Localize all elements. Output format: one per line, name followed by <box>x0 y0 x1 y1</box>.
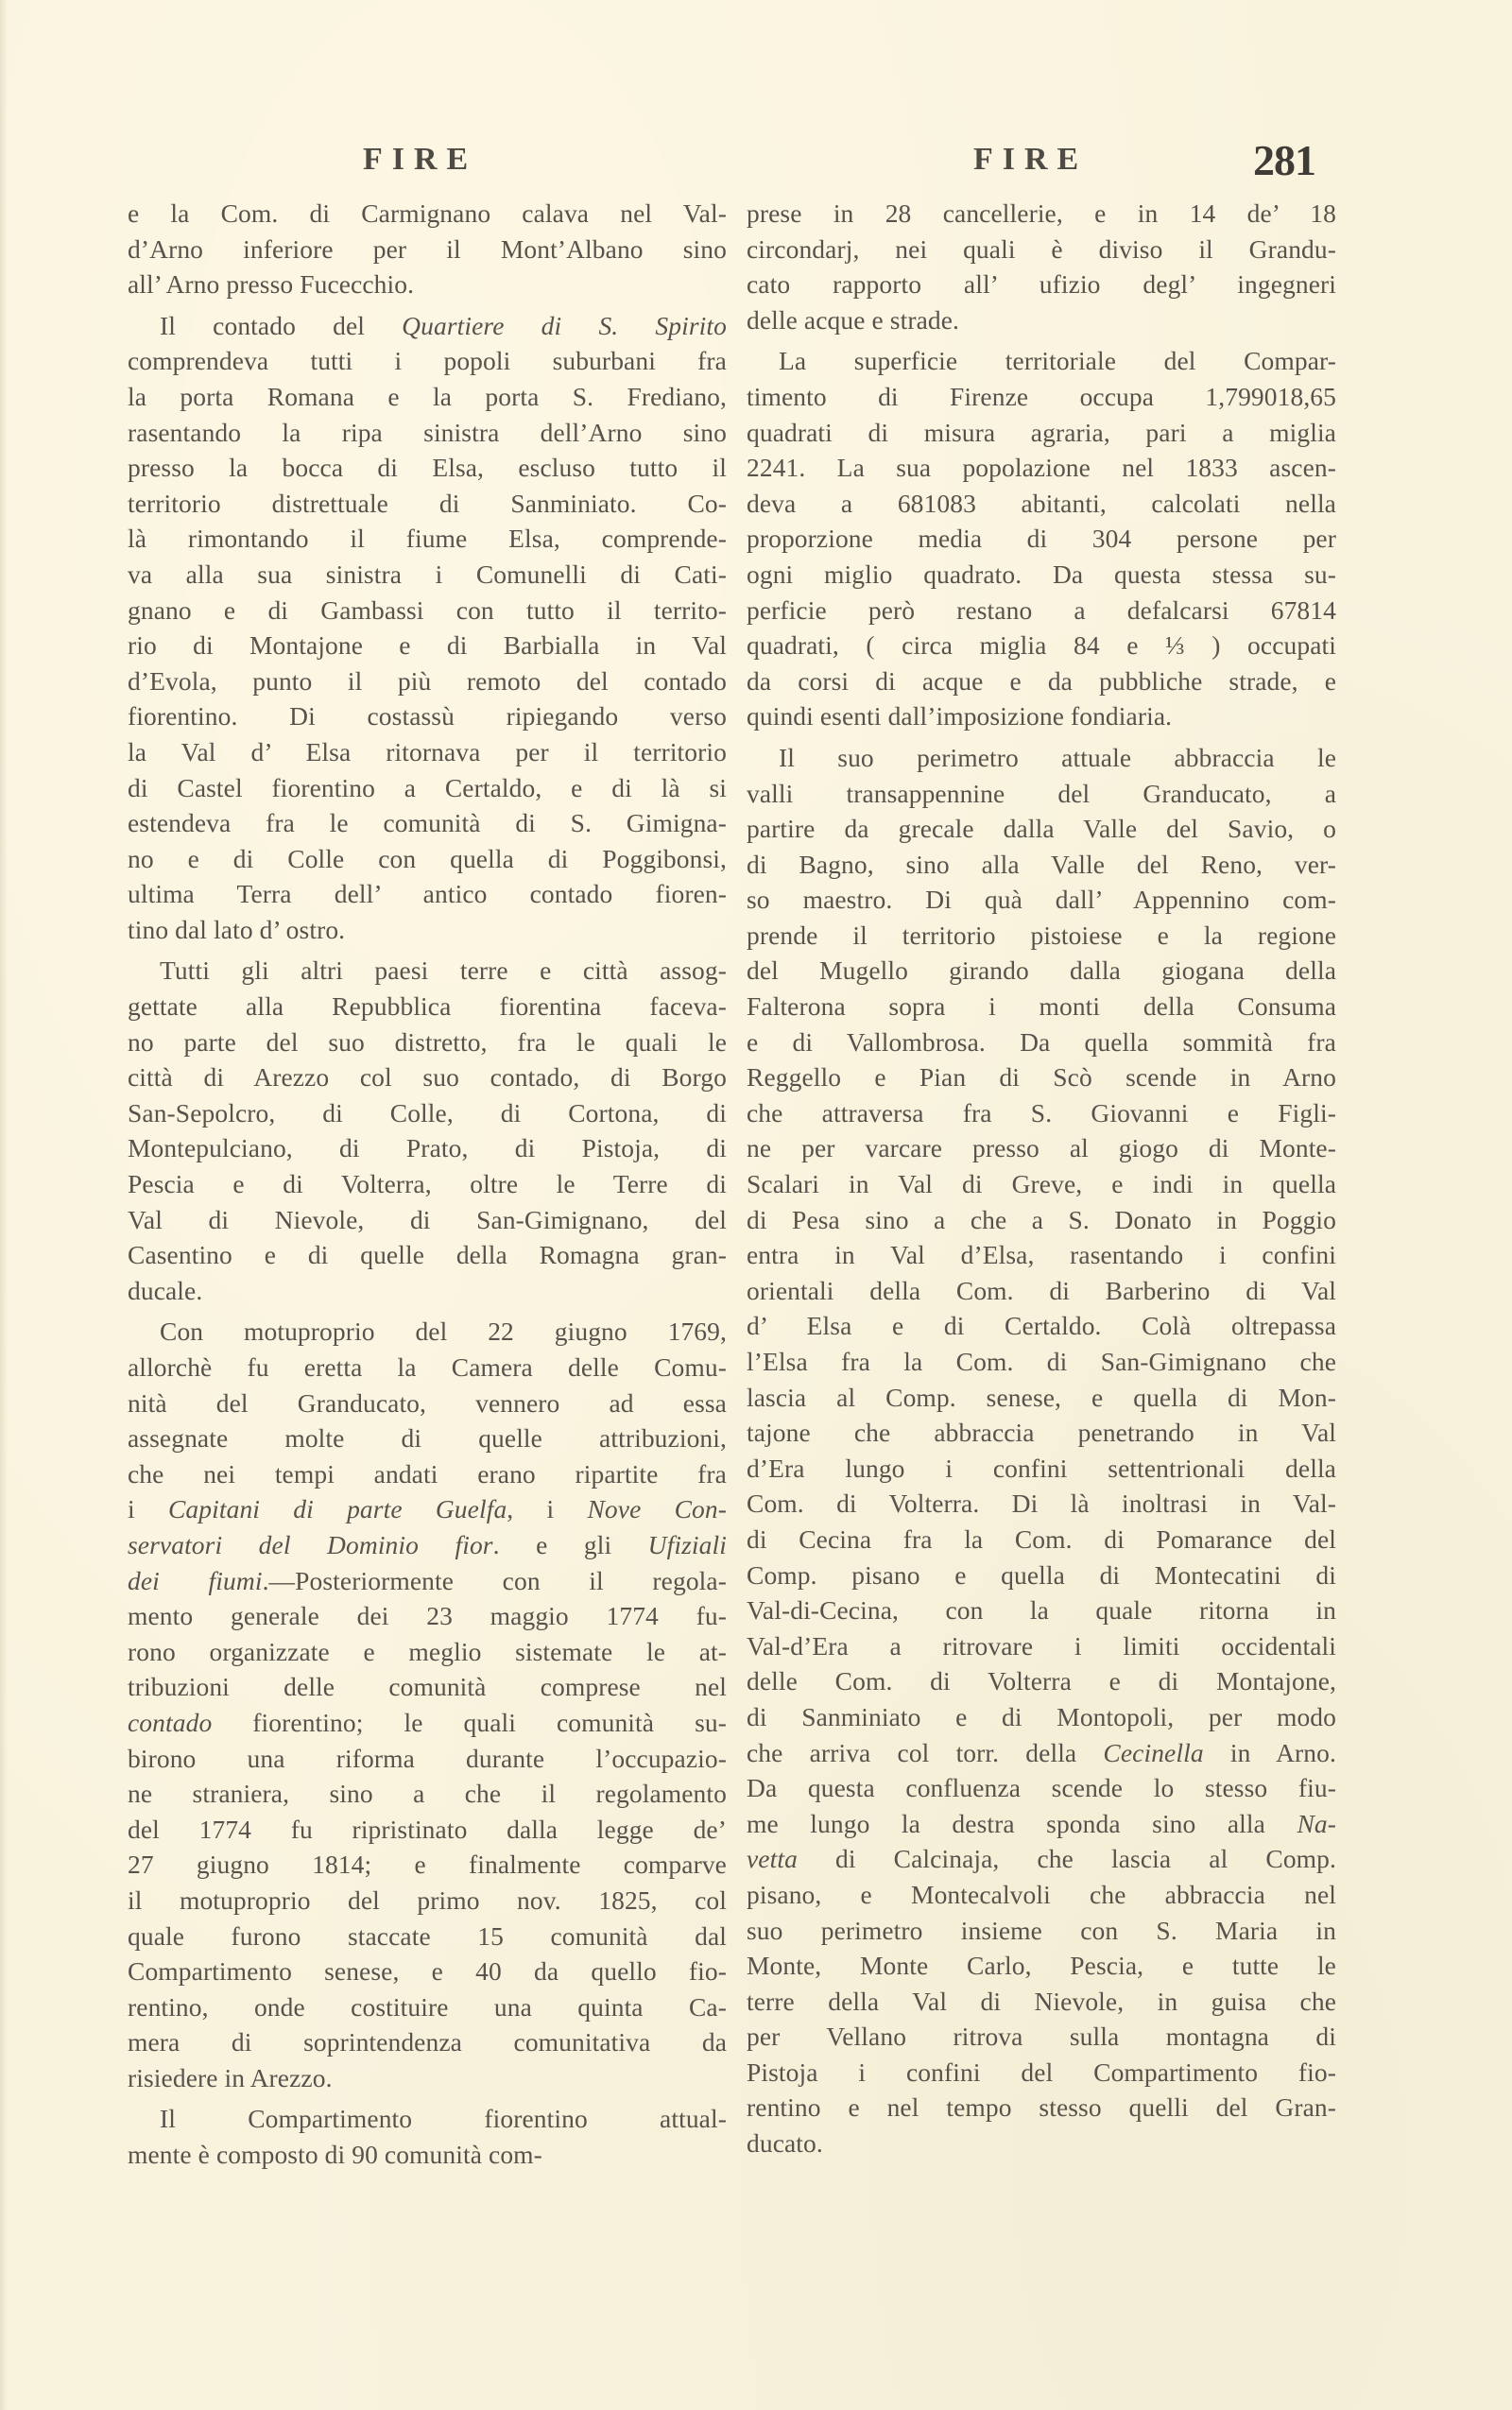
line-text: all’ Arno presso Fucecchio. <box>128 269 415 300</box>
text-line <box>747 1166 1336 1202</box>
text-line <box>747 776 1336 812</box>
line-text: rasentando la ripa sinistra dell’Arno sino <box>128 417 727 447</box>
line-text: per Vellano ritrova sulla montagna di <box>747 2022 1336 2052</box>
text-line <box>747 2019 1336 2055</box>
text-line <box>128 1741 727 1777</box>
text-line <box>128 1024 727 1060</box>
text-line <box>747 2126 1336 2161</box>
text-line <box>128 770 727 806</box>
line-text: di Castel fiorentino a Certaldo, e di là si <box>128 772 727 802</box>
line-text: gnano e di Gambassi con tutto il territo- <box>128 594 727 625</box>
italic-term: servatori del Dominio fior <box>128 1529 493 1559</box>
line-text: cato rapporto all’ ufizio degl’ ingegneri <box>747 269 1336 300</box>
line-text: assegnate molte di quelle attribuzioni, <box>128 1423 727 1454</box>
text-line <box>128 876 727 912</box>
line-text: delle Com. di Volterra e di Montajone, <box>747 1666 1336 1696</box>
text-line <box>128 1847 727 1883</box>
line-text: Val-di-Cecina, con la quale ritorna in <box>747 1595 1336 1626</box>
text-line <box>128 557 727 593</box>
line-text: d’ Elsa e di Certaldo. Colà oltrepassa <box>747 1311 1336 1341</box>
text-line <box>747 1877 1336 1913</box>
line-text: 2241. La sua popolazione nel 1833 ascen- <box>747 453 1336 483</box>
text-line <box>128 1705 727 1741</box>
line-text: circondarj, nei quali è diviso il Grandu- <box>747 233 1336 264</box>
line-text: no parte del suo distretto, fra le quali le <box>128 1026 727 1057</box>
line-text: e di Vallombrosa. Da quella sommità fra <box>747 1026 1336 1057</box>
text-line <box>128 1202 727 1238</box>
line-text: il motuproprio del primo nov. 1825, col <box>128 1885 727 1915</box>
line-text: San-Sepolcro, di Colle, di Cortona, di <box>128 1097 727 1128</box>
line-text: Comp. pisano e quella di Montecatini di <box>747 1559 1336 1590</box>
text-line <box>747 450 1336 486</box>
text-line <box>128 1237 727 1273</box>
text-line <box>128 1812 727 1848</box>
line-text: Falterona sopra i monti della Consuma <box>747 991 1336 1022</box>
text-line <box>128 2101 727 2137</box>
text-line <box>128 1919 727 1954</box>
text-line <box>747 1380 1336 1416</box>
line-text: Val-d’Era a ritrovare i limiti occidentali <box>747 1630 1336 1661</box>
line-text: d’Arno inferiore per il Mont’Albano sino <box>128 233 727 264</box>
line-text: Con motuproprio del 22 giugno 1769, <box>160 1317 727 1347</box>
line-text: prese in 28 cancellerie, e in 14 de’ 18 <box>747 198 1336 228</box>
line-text: Monte, Monte Carlo, Pescia, e tutte le <box>747 1951 1336 1981</box>
text-line <box>747 847 1336 883</box>
line-text: là rimontando il fiume Elsa, comprende- <box>128 524 727 554</box>
line-text: me lungo la destra sponda sino alla <box>747 1808 1297 1838</box>
line-text: comprendeva tutti i popoli suburbani fra <box>128 346 727 376</box>
line-text: deva a 681083 abitanti, calcolati nella <box>747 488 1336 518</box>
text-line <box>747 1663 1336 1699</box>
text-line <box>747 593 1336 628</box>
line-text: quadrati, ( circa miglia 84 e ⅓ ) occupati <box>747 630 1336 661</box>
line-text: di Pesa sino a che a S. Donato in Poggio <box>747 1204 1336 1234</box>
text-line <box>747 1059 1336 1095</box>
line-text: i <box>128 1494 168 1524</box>
line-text: so maestro. Di quà dall’ Appennino com- <box>747 885 1336 915</box>
text-line <box>747 379 1336 415</box>
line-text: quadrati di misura agraria, pari a miglia <box>747 417 1336 447</box>
line-text: ducale. <box>128 1275 203 1305</box>
text-line <box>128 1166 727 1202</box>
line-text: Pistoja i confini del Compartimento fio- <box>747 2057 1336 2087</box>
line-text: , i <box>507 1494 588 1524</box>
line-text: di Calcinaja, che lascia al Comp. <box>797 1844 1336 1874</box>
line-text: ne straniera, sino a che il regolamento <box>128 1779 727 1809</box>
text-line <box>747 1237 1336 1273</box>
text-line <box>747 1130 1336 1166</box>
line-text: perficie però restano a defalcarsi 67814 <box>747 594 1336 625</box>
text-line <box>128 841 727 877</box>
text-line <box>128 450 727 486</box>
line-text: timento di Firenze occupa 1,799018,65 <box>747 381 1336 411</box>
text-line <box>747 1558 1336 1593</box>
line-text: entra in Val d’Elsa, rasentando i confini <box>747 1240 1336 1270</box>
italic-term: Quartiere di S. Spirito <box>402 310 728 340</box>
line-text: . e gli <box>492 1529 648 1559</box>
text-line <box>747 1415 1336 1451</box>
text-line <box>747 918 1336 954</box>
text-line <box>128 379 727 415</box>
text-line <box>747 267 1336 302</box>
text-line <box>128 1634 727 1670</box>
text-line <box>747 1095 1336 1131</box>
line-text: Il Compartimento fiorentino attual- <box>160 2104 727 2134</box>
text-line <box>128 486 727 522</box>
text-column-left <box>128 196 727 2173</box>
text-line <box>747 1913 1336 1949</box>
line-text: e la Com. di Carmignano calava nel Val- <box>128 198 727 228</box>
line-text: Montepulciano, di Prato, di Pistoja, di <box>128 1133 727 1163</box>
text-line <box>128 1273 727 1309</box>
text-line <box>128 805 727 841</box>
line-text: Scalari in Val di Greve, e indi in quella <box>747 1169 1336 1199</box>
text-line <box>128 267 727 302</box>
line-text: allorchè fu eretta la Camera delle Comu- <box>128 1352 727 1382</box>
line-text: prende il territorio pistoiese e la regione <box>747 920 1336 950</box>
line-text: Pescia e di Volterra, oltre le Terre di <box>128 1169 727 1199</box>
running-head-left: FIRE <box>363 142 478 177</box>
line-text: proporzione media di 304 persone per <box>747 524 1336 554</box>
line-text: suo perimetro insieme con S. Maria in <box>747 1915 1336 1945</box>
text-line <box>747 1451 1336 1487</box>
line-text: del 1774 fu ripristinato dalla legge de’ <box>128 1814 727 1844</box>
line-text: l’Elsa fra la Com. di San-Gimignano che <box>747 1347 1336 1376</box>
line-text: no e di Colle con quella di Poggibonsi, <box>128 843 727 873</box>
line-text: rono organizzate e meglio sistemate le at- <box>128 1636 727 1666</box>
text-line <box>128 1527 727 1563</box>
text-line <box>128 2137 727 2173</box>
text-line <box>128 1095 727 1131</box>
text-line <box>128 734 727 770</box>
line-text: d’Evola, punto il più remoto del contado <box>128 665 727 696</box>
line-text: mento generale dei 23 maggio 1774 fu- <box>128 1601 727 1631</box>
text-line <box>747 302 1336 338</box>
text-line <box>747 232 1336 267</box>
page-gutter-shadow <box>0 0 8 2410</box>
text-line <box>747 1699 1336 1735</box>
line-text: valli transappennine del Granducato, a <box>747 778 1336 808</box>
line-text: ne per varcare presso al giogo di Monte- <box>747 1133 1336 1163</box>
italic-term: contado <box>128 1707 213 1737</box>
text-line <box>747 1735 1336 1771</box>
text-line <box>747 486 1336 522</box>
line-text: di Sanminiato e di Montopoli, per modo <box>747 1701 1336 1731</box>
text-line <box>128 989 727 1024</box>
text-line <box>128 232 727 267</box>
line-text: estendeva fra le comunità di S. Gimigna- <box>128 808 727 838</box>
line-text: territorio distrettuale di Sanminiato. Co- <box>128 488 727 518</box>
line-text: gettate alla Repubblica fiorentina faceva- <box>128 991 727 1022</box>
line-text: che attraversa fra S. Giovanni e Figli- <box>747 1097 1336 1128</box>
text-line <box>747 1770 1336 1806</box>
running-head-right: FIRE <box>973 142 1089 177</box>
line-text: Val di Nievole, di San-Gimignano, del <box>128 1204 727 1234</box>
line-text: orientali della Com. di Barberino di Val <box>747 1275 1336 1305</box>
text-line <box>747 1273 1336 1309</box>
line-text: terre della Val di Nievole, in guisa che <box>747 1986 1336 2016</box>
text-line <box>747 1592 1336 1628</box>
line-text: fiorentino; le quali comunità su- <box>212 1707 727 1737</box>
text-line <box>747 343 1336 379</box>
line-text: mera di soprintendenza comunitativa da <box>128 2027 727 2057</box>
text-line <box>128 1669 727 1705</box>
line-text: partire da grecale dalla Valle del Savio, o <box>747 814 1336 844</box>
italic-term: Ufiziali <box>647 1529 727 1559</box>
text-line <box>128 953 727 989</box>
line-text: mente è composto di 90 comunità com- <box>128 2140 542 2170</box>
line-text: ogni miglio quadrato. Da questa stessa su- <box>747 559 1336 589</box>
text-line <box>128 663 727 699</box>
line-text: di Cecina fra la Com. di Pomarance del <box>747 1523 1336 1554</box>
text-line <box>128 628 727 663</box>
text-line <box>128 1491 727 1527</box>
text-line <box>128 343 727 379</box>
text-line <box>128 1563 727 1599</box>
text-line <box>128 1598 727 1634</box>
line-text: La superficie territoriale del Compar- <box>779 346 1336 376</box>
line-text: da corsi di acque e da pubbliche strade, e <box>747 665 1336 696</box>
text-line <box>747 628 1336 663</box>
line-text: Il suo perimetro attuale abbraccia le <box>779 742 1336 772</box>
italic-term: Capitani di parte Guelfa <box>167 1494 507 1524</box>
text-column-right <box>747 196 1336 2161</box>
line-text: fiorentino. Di costassù ripiegando verso <box>128 701 727 732</box>
text-line <box>128 1456 727 1492</box>
text-line <box>128 1059 727 1095</box>
text-line <box>747 953 1336 989</box>
italic-term: Cecinella <box>1103 1737 1204 1767</box>
line-text: d’Era lungo i confini settentrionali della <box>747 1453 1336 1483</box>
text-line <box>747 989 1336 1024</box>
line-text: Com. di Volterra. Di là inoltrasi in Val- <box>747 1489 1336 1519</box>
line-text: rentino, onde costituire una quinta Ca- <box>128 1991 727 2022</box>
text-line <box>747 2090 1336 2126</box>
italic-term: dei fiumi <box>128 1565 263 1595</box>
text-line <box>128 593 727 628</box>
line-text: del Mugello girando dalla giogana della <box>747 955 1336 986</box>
text-line <box>128 1386 727 1421</box>
text-line <box>128 1954 727 1989</box>
text-line <box>747 557 1336 593</box>
text-line <box>128 1420 727 1456</box>
text-line <box>747 2055 1336 2091</box>
text-line <box>747 1628 1336 1664</box>
text-line <box>747 1522 1336 1558</box>
text-line <box>128 521 727 557</box>
text-line <box>747 1486 1336 1522</box>
line-text: Il contado del <box>160 310 403 340</box>
text-line <box>128 2024 727 2060</box>
text-line <box>128 912 727 948</box>
text-line <box>128 1350 727 1386</box>
text-line <box>128 308 727 344</box>
line-text: ultima Terra dell’ antico contado fioren- <box>128 879 727 909</box>
line-text: quale furono staccate 15 comunità dal <box>128 1920 727 1951</box>
line-text: tajone che abbraccia penetrando in Val <box>747 1418 1336 1448</box>
line-text: 27 giugno 1814; e finalmente comparve <box>128 1850 727 1880</box>
text-line <box>747 1202 1336 1238</box>
line-text: rio di Montajone e di Barbialla in Val <box>128 630 727 661</box>
text-line <box>747 1806 1336 1842</box>
line-text: in Arno. <box>1203 1737 1336 1767</box>
line-text: va alla sua sinistra i Comunelli di Cati- <box>128 559 727 589</box>
text-line <box>128 415 727 451</box>
italic-term: vetta <box>747 1844 798 1874</box>
line-text: tribuzioni delle comunità comprese nel <box>128 1672 727 1702</box>
line-text: Reggello e Pian di Scò scende in Arno <box>747 1062 1336 1093</box>
line-text: risiedere in Arezzo. <box>128 2062 333 2092</box>
line-text: nità del Granducato, vennero ad essa <box>128 1387 727 1418</box>
text-line <box>747 1024 1336 1060</box>
line-text: rentino e nel tempo stesso quelli del Gran- <box>747 2092 1336 2123</box>
line-text: presso la bocca di Elsa, escluso tutto il <box>128 453 727 483</box>
text-line <box>747 1948 1336 1984</box>
text-line <box>747 882 1336 918</box>
text-line <box>128 1989 727 2025</box>
text-line <box>747 415 1336 451</box>
text-line <box>747 196 1336 232</box>
text-line <box>128 698 727 734</box>
text-line <box>747 811 1336 847</box>
line-text: tino dal lato d’ ostro. <box>128 914 346 944</box>
text-line <box>747 521 1336 557</box>
page-number: 281 <box>1253 136 1315 184</box>
text-line <box>128 2060 727 2096</box>
line-text: Tutti gli altri paesi terre e città assog- <box>160 955 727 986</box>
line-text: Casentino e di quelle della Romagna gran- <box>128 1240 727 1270</box>
text-line <box>747 1841 1336 1877</box>
italic-term: Nove Con- <box>587 1494 727 1524</box>
line-text: città di Arezzo col suo contado, di Borgo <box>128 1062 727 1093</box>
line-text: Da questa confluenza scende lo stesso fiu- <box>747 1773 1336 1803</box>
line-text: quindi esenti dall’imposizione fondiaria. <box>747 701 1173 732</box>
line-text: che arriva col torr. della <box>747 1737 1104 1767</box>
line-text: birono una riforma durante l’occupazio- <box>128 1743 727 1773</box>
line-text: Compartimento senese, e 40 da quello fio- <box>128 1956 727 1987</box>
line-text: che nei tempi andati erano ripartite fra <box>128 1458 727 1489</box>
text-line <box>747 1984 1336 2020</box>
text-line <box>747 663 1336 699</box>
text-line <box>747 1308 1336 1344</box>
text-line <box>747 1344 1336 1380</box>
line-text: la porta Romana e la porta S. Frediano, <box>128 381 727 411</box>
text-line <box>128 196 727 232</box>
italic-term: Na- <box>1297 1808 1336 1838</box>
text-line <box>128 1130 727 1166</box>
text-line <box>128 1883 727 1919</box>
line-text: pisano, e Montecalvoli che abbraccia nel <box>747 1879 1336 1909</box>
line-text: .—Posteriormente con il regola- <box>262 1565 727 1595</box>
line-text: la Val d’ Elsa ritornava per il territorio <box>128 736 727 766</box>
line-text: delle acque e strade. <box>747 304 960 335</box>
text-line <box>747 740 1336 776</box>
text-line <box>128 1776 727 1812</box>
text-line <box>128 1314 727 1350</box>
line-text: lascia al Comp. senese, e quella di Mon- <box>747 1382 1336 1412</box>
text-line <box>747 698 1336 734</box>
line-text: ducato. <box>747 2128 823 2159</box>
line-text: di Bagno, sino alla Valle del Reno, ver- <box>747 849 1336 879</box>
